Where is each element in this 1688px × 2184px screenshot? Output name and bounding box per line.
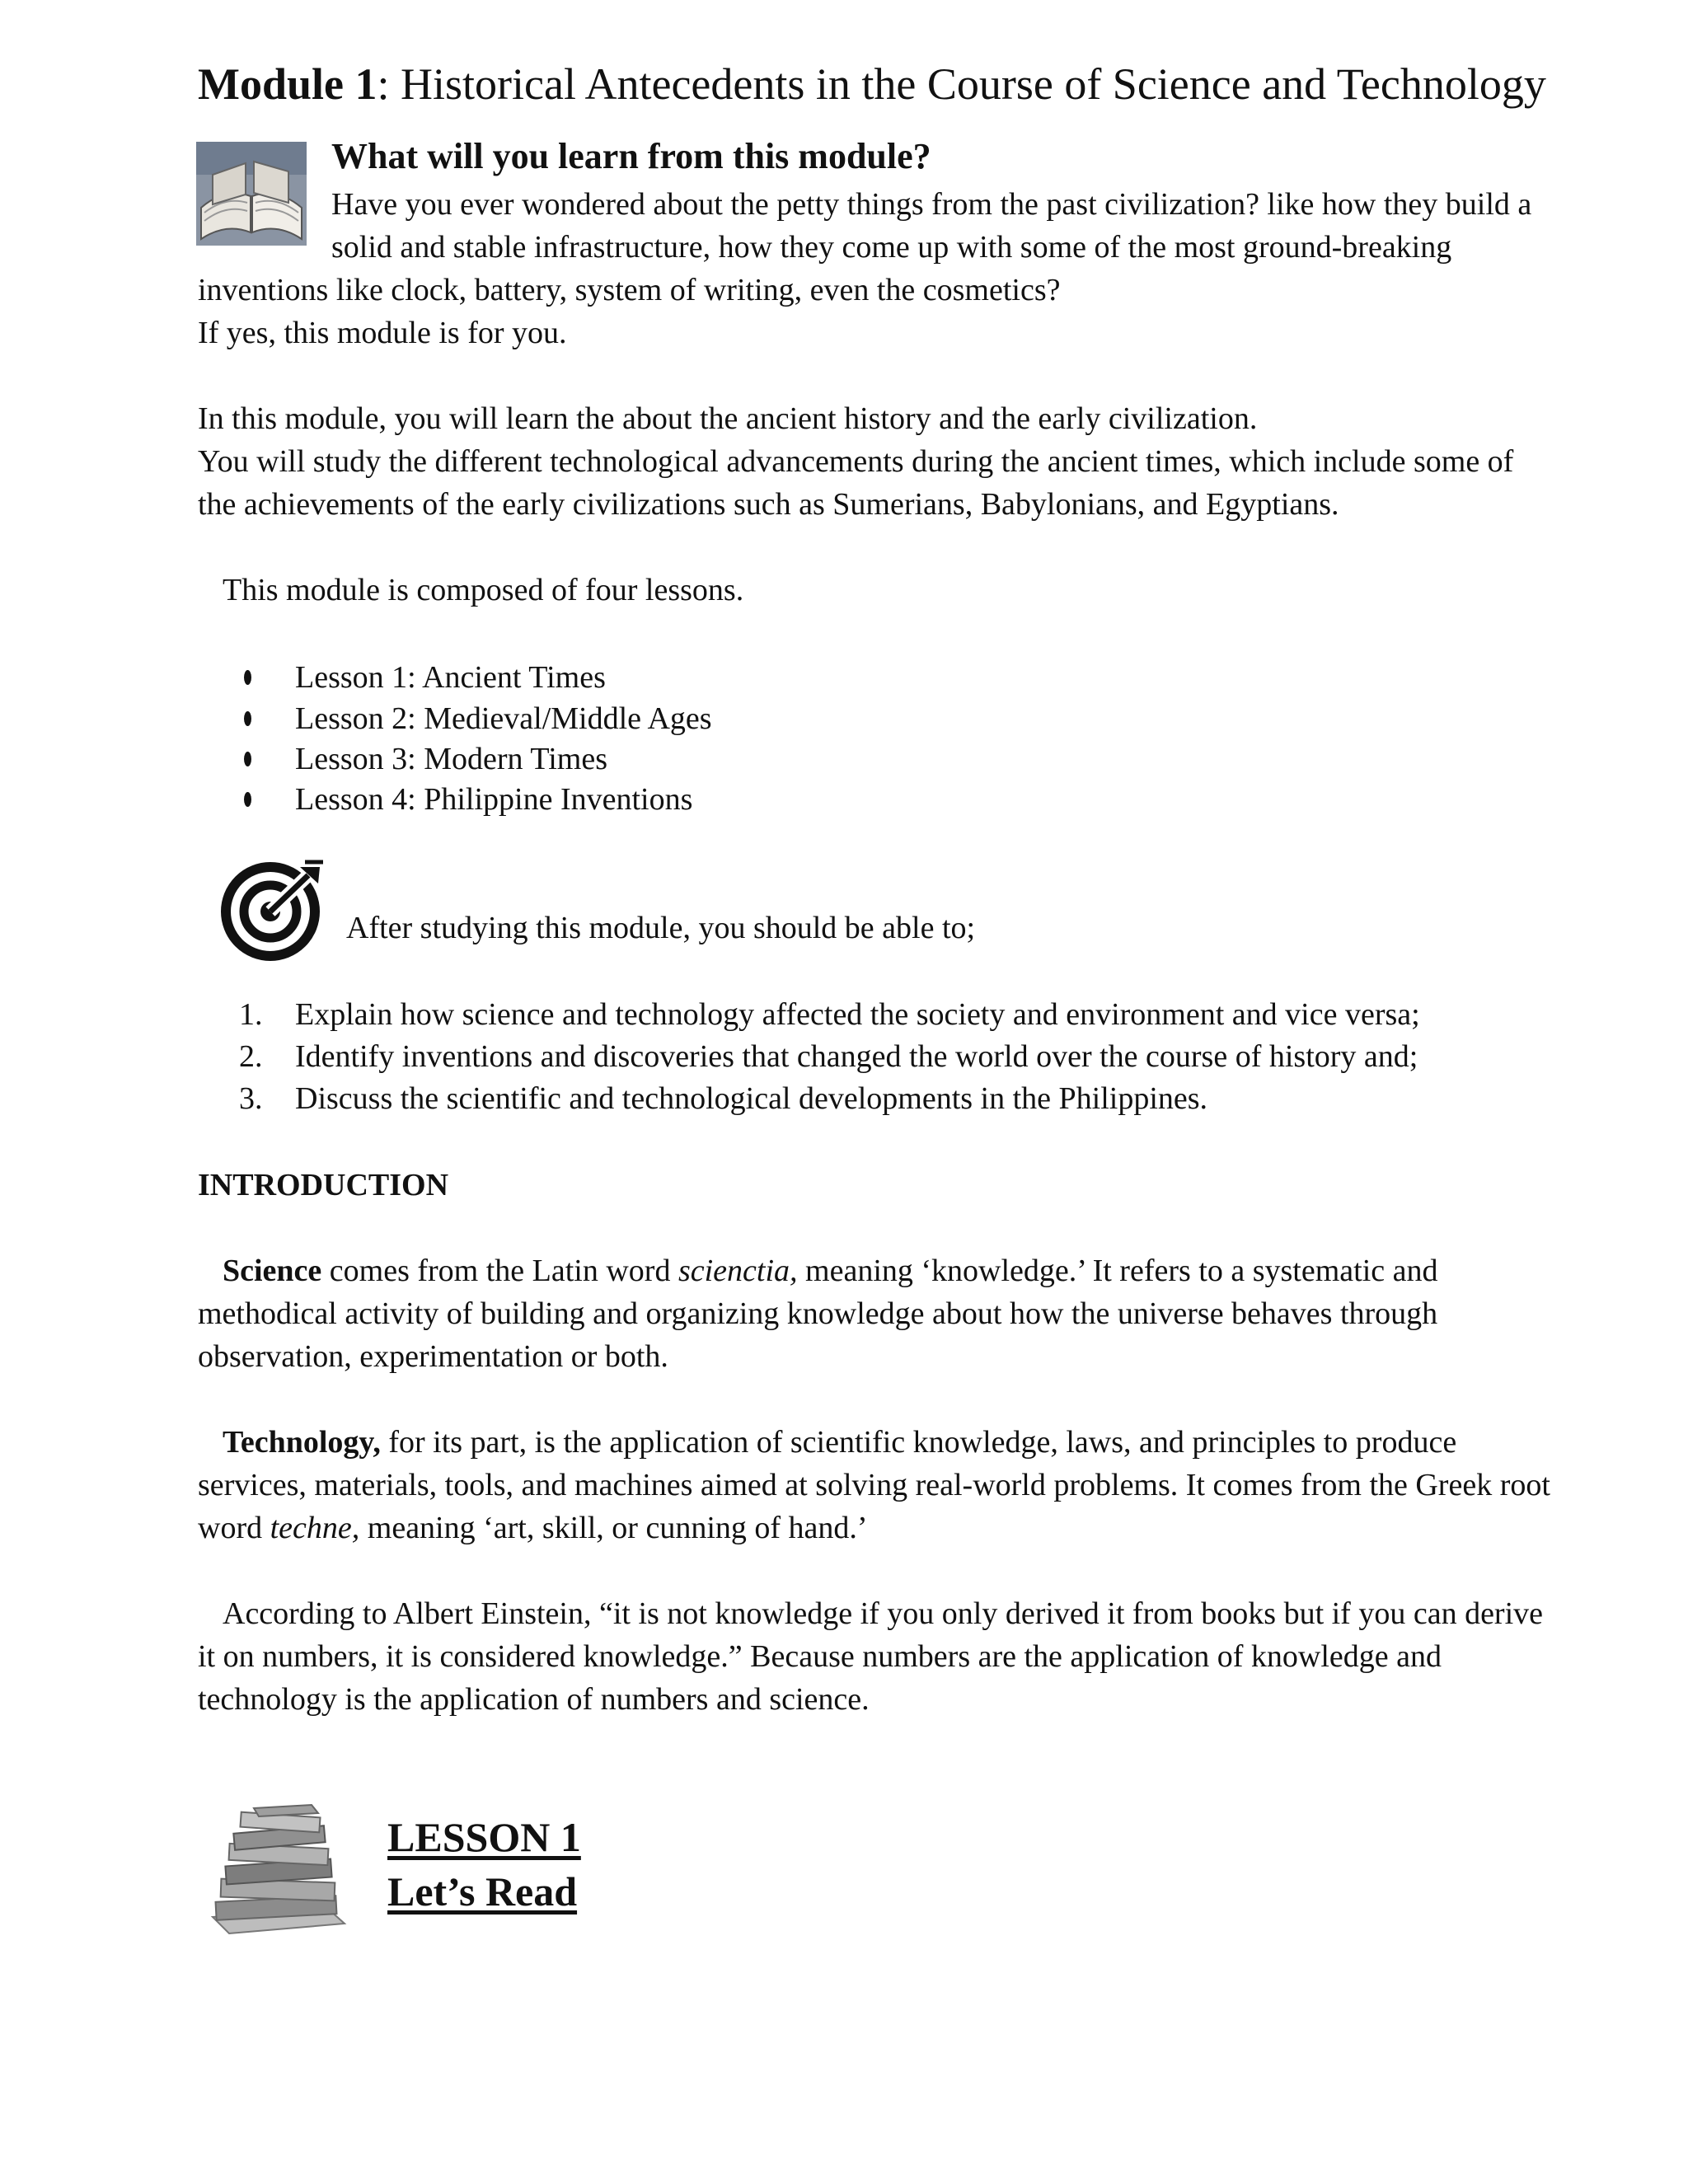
bullet-icon (244, 670, 251, 685)
science-text: comes from the Latin word (321, 1254, 678, 1288)
overview-line-3: the achievements of the early civilizations such as Sumerians, Babylonians, and Egyptians. (198, 487, 1339, 522)
target-icon (219, 859, 326, 963)
science-text: meaning ‘knowledge.’ It refers to a systematic and (797, 1254, 1438, 1288)
introduction-heading: INTRODUCTION (198, 1168, 449, 1202)
bullet-icon (244, 792, 251, 807)
technology-term: Technology, (223, 1425, 381, 1460)
bullet-icon (244, 752, 251, 766)
learn-heading: What will you learn from this module? (331, 136, 931, 176)
open-book-image (196, 142, 307, 246)
list-number: 2. (239, 1039, 263, 1074)
technology-line-1 (223, 1421, 1456, 1464)
technology-line-3 (198, 1507, 868, 1549)
technology-text: meaning ‘art, skill, or cunning of hand.’ (359, 1511, 868, 1545)
learn-line-4: If yes, this module is for you. (198, 316, 567, 350)
science-term: Science (223, 1254, 322, 1288)
overview-line-2: You will study the different technological advancements during the ancient times, which include some of (198, 444, 1514, 479)
list-number: 3. (239, 1081, 263, 1116)
composed-text: This module is composed of four lessons. (223, 573, 744, 607)
lets-read-heading: Let’s Read (387, 1868, 578, 1915)
bullet-icon (244, 711, 251, 726)
module-label: Module 1 (198, 59, 377, 109)
list-item: Lesson 3: Modern Times (295, 742, 607, 776)
list-item: Lesson 4: Philippine Inventions (295, 782, 693, 817)
technology-text: word (198, 1511, 270, 1545)
einstein-line-1: According to Albert Einstein, “it is not knowledge if you only derived it from books but if you can derive (223, 1596, 1544, 1631)
einstein-line-2: it on numbers, it is considered knowledge.” Because numbers are the application of knowledge and (198, 1639, 1442, 1674)
module-title (198, 59, 1546, 109)
learn-line-2: solid and stable infrastructure, how they come up with some of the most ground-breaking (331, 230, 1452, 265)
technology-greek-word: techne, (270, 1511, 360, 1545)
list-item: Discuss the scientific and technological developments in the Philippines. (295, 1081, 1208, 1116)
lesson-number-heading: LESSON 1 (387, 1814, 581, 1860)
overview-line-1: In this module, you will learn the about the ancient history and the early civilization. (198, 401, 1258, 436)
science-latin-word: scienctia, (678, 1254, 798, 1288)
book-stack-image (204, 1802, 353, 1937)
learn-line-1: Have you ever wondered about the petty things from the past civilization? like how they build a (331, 187, 1532, 222)
list-number: 1. (239, 997, 263, 1032)
list-item: Lesson 1: Ancient Times (295, 660, 606, 695)
learn-line-3: inventions like clock, battery, system of writing, even the cosmetics? (198, 273, 1061, 307)
module-title-text: : Historical Antecedents in the Course of Science and Technology (377, 59, 1546, 109)
technology-text: for its part, is the application of scientific knowledge, laws, and principles to produce (380, 1425, 1457, 1460)
list-item: Explain how science and technology affected the society and environment and vice versa; (295, 997, 1420, 1032)
technology-line-2: services, materials, tools, and machines aimed at solving real-world problems. It comes from the Greek root (198, 1468, 1550, 1502)
science-line-2: methodical activity of building and organizing knowledge about how the universe behaves through (198, 1296, 1438, 1331)
einstein-line-3: technology is the application of numbers and science. (198, 1682, 870, 1717)
science-line-1 (223, 1249, 1438, 1292)
list-item: Lesson 2: Medieval/Middle Ages (295, 701, 712, 736)
science-line-3: observation, experimentation or both. (198, 1339, 668, 1374)
list-item: Identify inventions and discoveries that changed the world over the course of history and; (295, 1039, 1418, 1074)
objectives-intro: After studying this module, you should be able to; (346, 911, 976, 945)
